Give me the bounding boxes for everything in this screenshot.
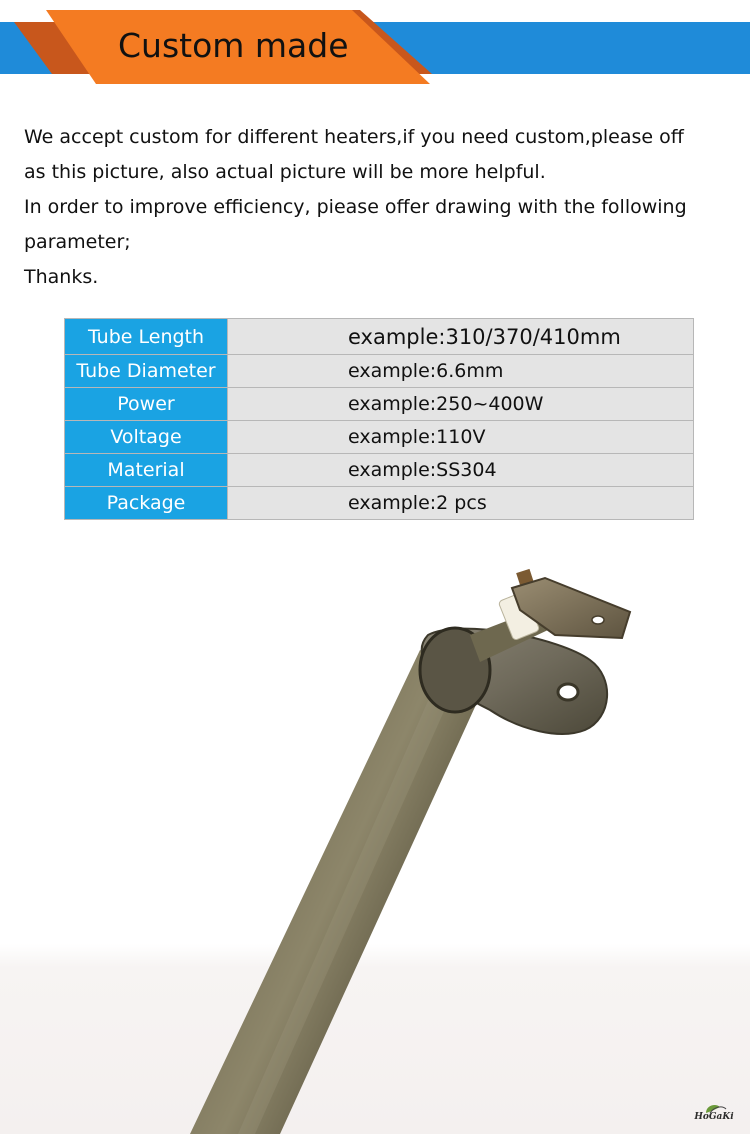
spec-label: Tube Diameter xyxy=(65,355,228,388)
spec-value: example:2 pcs xyxy=(228,487,694,520)
spec-value: example:6.6mm xyxy=(228,355,694,388)
intro-paragraph xyxy=(24,120,740,295)
intro-line: parameter; xyxy=(24,231,131,253)
spec-value: example:310/370/410mm xyxy=(228,319,694,355)
brand-logo-text: HoGaKi xyxy=(694,1112,734,1122)
intro-line: Thanks. xyxy=(24,266,99,288)
spec-value: example:SS304 xyxy=(228,454,694,487)
terminal-hole xyxy=(592,616,604,624)
spec-value: example:250~400W xyxy=(228,388,694,421)
spec-value: example:110V xyxy=(228,421,694,454)
banner xyxy=(0,0,750,90)
table-row xyxy=(65,421,694,454)
spec-table xyxy=(64,318,694,520)
spec-label: Power xyxy=(65,388,228,421)
table-row xyxy=(65,454,694,487)
spec-label: Tube Length xyxy=(65,319,228,355)
table-row xyxy=(65,388,694,421)
banner-title: Custom made xyxy=(118,26,349,65)
table-row xyxy=(65,355,694,388)
spec-label: Package xyxy=(65,487,228,520)
spec-label: Voltage xyxy=(65,421,228,454)
heater-tube-image xyxy=(0,540,750,1134)
intro-line: In order to improve efficiency, piease offer drawing with the following xyxy=(24,196,687,218)
spec-label: Material xyxy=(65,454,228,487)
intro-line: as this picture, also actual picture will be more helpful. xyxy=(24,161,546,183)
intro-line: We accept custom for different heaters,if you need custom,please off xyxy=(24,126,684,148)
brand-logo xyxy=(690,1100,738,1130)
table-row xyxy=(65,487,694,520)
banner-background xyxy=(0,0,750,90)
flange-hole xyxy=(558,684,578,700)
table-row xyxy=(65,319,694,355)
